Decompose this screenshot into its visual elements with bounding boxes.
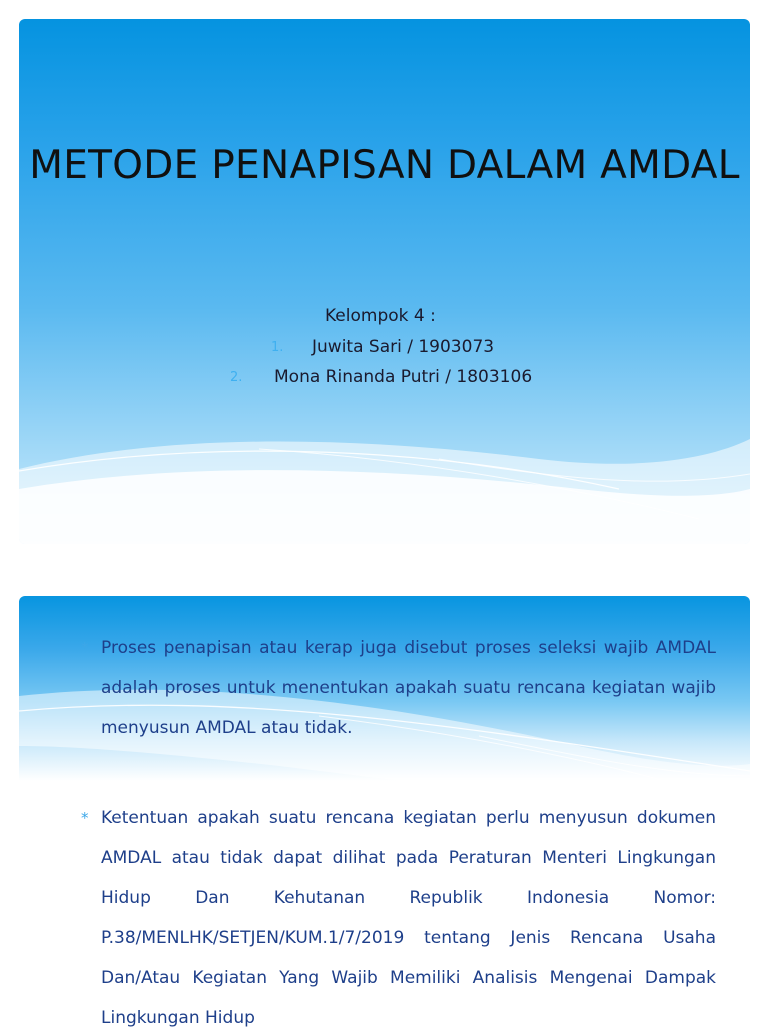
slide-title: METODE PENAPISAN DALAM AMDAL [29,143,740,188]
list-number: 1. [271,340,284,355]
list-item [81,628,716,748]
bullet-star-icon: * [81,809,89,827]
title-slide [19,19,750,544]
list-number: 2. [230,370,243,385]
bullet-text: Proses penapisan atau kerap juga disebut proses seleksi wajib AMDAL adalah proses untuk menentukan apakah suatu rencana kegiatan wajib menyusun AMDAL atau tidak. [101,638,716,738]
wave-decoration [19,19,750,544]
group-label: Kelompok 4 : [325,306,436,326]
member-name: Mona Rinanda Putri / 1803106 [274,367,533,387]
member-name: Juwita Sari / 1903073 [312,337,495,357]
content-slide [19,596,750,1036]
list-item [81,798,716,1036]
bullet-star-icon: * [81,639,89,657]
bullet-text: Ketentuan apakah suatu rencana kegiatan perlu menyusun dokumen AMDAL atau tidak dapat dilihat pada Peraturan Menteri Lingkungan Hidup Dan Kehutanan Republik Indonesia Nomor: P.38/MENLHK/SETJEN/KUM.1/7/2019 tentang Jenis Rencana Usaha Dan/Atau Kegiatan Yang Wajib Memiliki Analisis Mengenai Dampak Lingkungan Hidup [101,808,716,1028]
